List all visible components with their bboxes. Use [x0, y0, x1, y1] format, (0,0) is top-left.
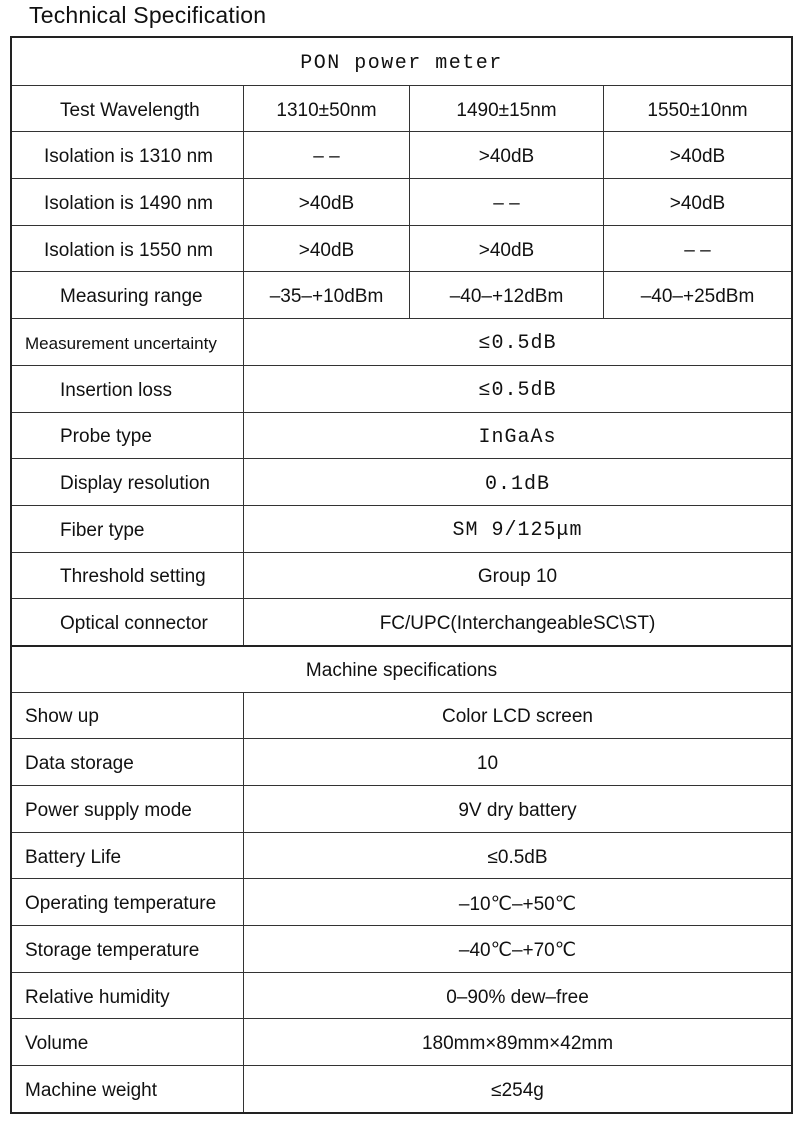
isolation-value: – – [410, 179, 604, 225]
row-value: ≤0.5dB [487, 846, 548, 868]
row-label: Power supply mode [12, 786, 244, 832]
row-label: Battery Life [12, 833, 244, 879]
isolation-value: >40dB [669, 146, 726, 168]
machine-row [12, 1018, 791, 1065]
row-label: Isolation is 1490 nm [12, 179, 244, 225]
machine-row [12, 1065, 791, 1112]
wavelength-1550: 1550±10nm [647, 99, 748, 121]
isolation-value: >40dB [410, 226, 604, 272]
wavelength-1490: 1490±15nm [410, 86, 604, 132]
row-label: Fiber type [12, 506, 244, 552]
row-label: Isolation is 1550 nm [12, 226, 244, 272]
row-label: Threshold setting [12, 553, 244, 599]
row-value: –40℃–+70℃ [458, 940, 577, 962]
row-value: InGaAs [478, 425, 557, 449]
row-label: Machine weight [12, 1066, 244, 1112]
row-label: Measurement uncertainty [12, 319, 244, 365]
row-label: Optical connector [12, 599, 244, 645]
machine-heading-row [12, 645, 791, 692]
isolation-value: >40dB [410, 132, 604, 178]
pon-heading-row [12, 38, 791, 85]
row-value: 9V dry battery [458, 799, 577, 821]
wavelength-row [12, 85, 791, 132]
row-label: Relative humidity [12, 973, 244, 1019]
row-value: 180mm×89mm×42mm [421, 1033, 614, 1055]
pon-heading: PON power meter [300, 51, 503, 75]
machine-row [12, 972, 791, 1019]
spec-row [12, 552, 791, 599]
row-label: Test Wavelength [12, 86, 244, 132]
range-value: –40–+25dBm [640, 286, 755, 308]
row-label: Data storage [12, 739, 244, 785]
isolation-value: – – [244, 132, 410, 178]
spec-row [12, 365, 791, 412]
row-value: Group 10 [477, 566, 558, 588]
machine-row [12, 785, 791, 832]
spec-table [10, 36, 793, 1114]
isolation-row [12, 178, 791, 225]
isolation-row [12, 225, 791, 272]
machine-row [12, 925, 791, 972]
row-label: Show up [12, 693, 244, 739]
row-value: –10℃–+50℃ [458, 893, 577, 915]
machine-row [12, 878, 791, 925]
machine-heading: Machine specifications [305, 660, 498, 682]
row-value: SM 9/125μm [452, 519, 583, 543]
range-row [12, 271, 791, 318]
machine-row [12, 692, 791, 739]
spec-row [12, 505, 791, 552]
machine-row [12, 832, 791, 879]
isolation-value: >40dB [244, 226, 410, 272]
row-label: Operating temperature [12, 879, 244, 925]
isolation-value: >40dB [669, 192, 726, 214]
wavelength-1310: 1310±50nm [244, 86, 410, 132]
row-value: 0–90% dew–free [446, 986, 589, 1008]
row-label: Measuring range [12, 272, 244, 318]
row-label: Isolation is 1310 nm [12, 132, 244, 178]
isolation-value: >40dB [244, 179, 410, 225]
row-value: FC/UPC(InterchangeableSC\ST) [379, 613, 656, 635]
row-value: ≤0.5dB [478, 332, 557, 356]
range-value: –35–+10dBm [244, 272, 410, 318]
row-value: Color LCD screen [442, 706, 593, 728]
row-value: 0.1dB [484, 472, 550, 496]
row-label: Probe type [12, 413, 244, 459]
isolation-value: – – [684, 239, 711, 261]
row-value: 10 [476, 753, 499, 775]
range-value: –40–+12dBm [410, 272, 604, 318]
machine-row [12, 738, 791, 785]
spec-row [12, 598, 791, 645]
row-label: Display resolution [12, 459, 244, 505]
row-value: ≤254g [491, 1079, 544, 1101]
row-label: Volume [12, 1019, 244, 1065]
row-label: Storage temperature [12, 926, 244, 972]
row-label: Insertion loss [12, 366, 244, 412]
page-title: Technical Specification [29, 2, 267, 28]
spec-row [12, 318, 791, 365]
row-value: ≤0.5dB [478, 379, 557, 403]
spec-row [12, 458, 791, 505]
isolation-row [12, 131, 791, 178]
spec-row [12, 412, 791, 459]
